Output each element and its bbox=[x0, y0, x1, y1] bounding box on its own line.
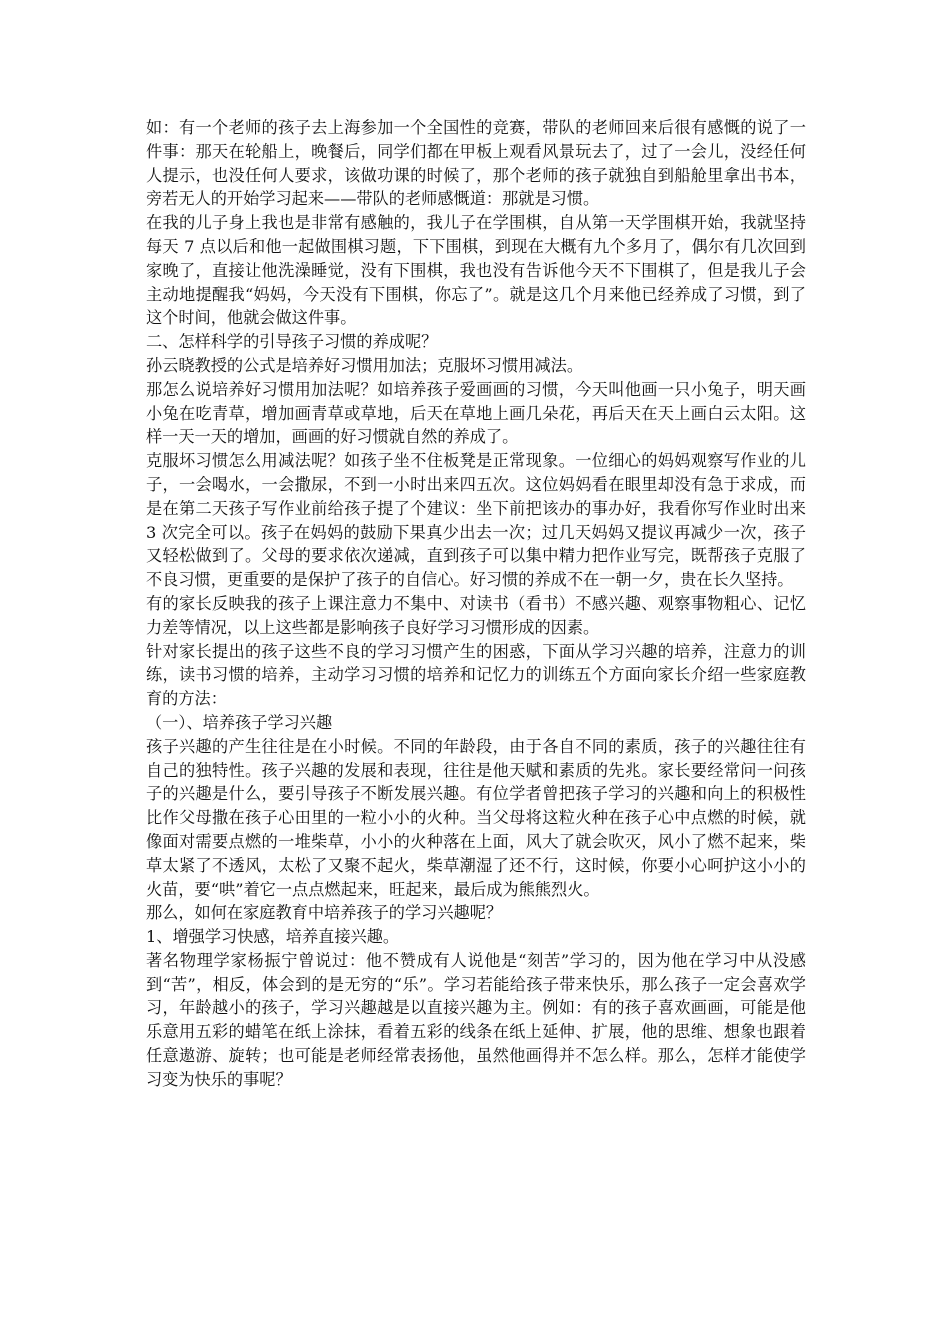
paragraph-subtraction-method: 克服坏习惯怎么用减法呢？如孩子坐不住板凳是正常现象。一位细心的妈妈观察写作业的儿子，一会喝水，一会撒尿，不到一小时出来四五次。这位妈妈看在眼里却没有急于求成，而是在第二天孩子写作业前给孩子提了个建议：坐下前把该办的事办好，我看你写作业时出来 3 次完全可以。孩子在妈妈的鼓励下果真少出去一次；过几天妈妈又提议再减少一次，孩子又轻松做到了。父母的要求依次递减，直到孩子可以集中精力把作业写完，既帮孩子克服了不良习惯，更重要的是保护了孩子的自信心。好习惯的养成不在一朝一夕，贵在长久坚持。 bbox=[146, 451, 806, 590]
subsection-heading-interest: （一）、培养孩子学习兴趣 bbox=[146, 712, 333, 732]
section-heading-guidance: 二、怎样科学的引导孩子习惯的养成呢？ bbox=[146, 332, 438, 352]
paragraph-yang-zhenning: 著名物理学家杨振宁曾说过：他不赞成有人说他是“刻苦”学习的，因为他在学习中从没感到“苦”，相反，体会到的是无穷的“乐”。学习若能给孩子带来快乐，那么孩子一定会喜欢学习，年龄越小的孩子，学习兴趣越是以直接兴趣为主。例如：有的孩子喜欢画画，可能是他乐意用五彩的蜡笔在纸上涂抹，看着五彩的线条在纸上延伸、扩展，他的思维、想象也跟着任意遨游、旋转；也可能是老师经常表扬他，虽然他画得并不怎么样。那么，怎样才能使学习变为快乐的事呢？ bbox=[146, 950, 806, 1089]
paragraph-five-aspects: 针对家长提出的孩子这些不良的学习习惯产生的困惑，下面从学习兴趣的培养，注意力的训练，读书习惯的培养，主动学习习惯的培养和记忆力的训练五个方面向家长介绍一些家庭教育的方法： bbox=[146, 641, 806, 709]
document-body bbox=[146, 116, 806, 1092]
paragraph-son-go-habit: 在我的儿子身上我也是非常有感触的，我儿子在学围棋，自从第一天学围棋开始，我就坚持每天 7 点以后和他一起做围棋习题，下下围棋，到现在大概有九个多月了，偶尔有几次回到家晚了，直接让他洗澡睡觉，没有下围棋，我也没有告诉他今天不下围棋了，但是我儿子会主动地提醒我“妈妈，今天没有下围棋，你忘了”。就是这几个月来他已经养成了习惯，到了这个时间，他就会做这件事。 bbox=[146, 213, 806, 328]
paragraph-formula: 孙云晓教授的公式是培养好习惯用加法；克服坏习惯用减法。 bbox=[146, 355, 584, 375]
paragraph-parent-feedback: 有的家长反映我的孩子上课注意力不集中、对读书（看书）不感兴趣、观察事物粗心、记忆力差等情况，以上这些都是影响孩子良好学习习惯形成的因素。 bbox=[146, 593, 806, 637]
paragraph-addition-method: 那怎么说培养好习惯用加法呢？如培养孩子爱画画的习惯，今天叫他画一只小兔子，明天画小兔在吃青草，增加画青草或草地，后天在草地上画几朵花，再后天在天上画白云太阳。这样一天一天的增加，画画的好习惯就自然的养成了。 bbox=[146, 379, 806, 447]
paragraph-interest-spark: 孩子兴趣的产生往往是在小时候。不同的年龄段，由于各自不同的素质，孩子的兴趣往往有自己的独特性。孩子兴趣的发展和表现，往往是他天赋和素质的先兆。家长要经常问一问孩子的兴趣是什么，要引导孩子不断发展兴趣。有位学者曾把孩子学习的兴趣和向上的积极性比作父母撒在孩子心田里的一粒小小的火种。当父母将这粒火种在孩子心中点燃的时候，就像面对需要点燃的一堆柴草，小小的火种落在上面，风大了就会吹灭，风小了燃不起来，柴草太紧了不透风，太松了又聚不起火，柴草潮湿了还不行，这时候，你要小心呵护这小小的火苗，要“哄”着它一点点燃起来，旺起来，最后成为熊熊烈火。 bbox=[146, 736, 806, 899]
paragraph-question: 那么，如何在家庭教育中培养孩子的学习兴趣呢？ bbox=[146, 903, 503, 923]
paragraph-teacher-anecdote: 如：有一个老师的孩子去上海参加一个全国性的竞赛，带队的老师回来后很有感慨的说了一件事：那天在轮船上，晚餐后，同学们都在甲板上观看风景玩去了，过了一会儿，没经任何人提示，也没任何人要求，该做功课的时候了，那个老师的孩子就独自到船舱里拿出书本，旁若无人的开始学习起来——带队的老师感慨道：那就是习惯。 bbox=[146, 118, 806, 209]
item-heading-direct-interest: 1、增强学习快感，培养直接兴趣。 bbox=[146, 927, 400, 947]
